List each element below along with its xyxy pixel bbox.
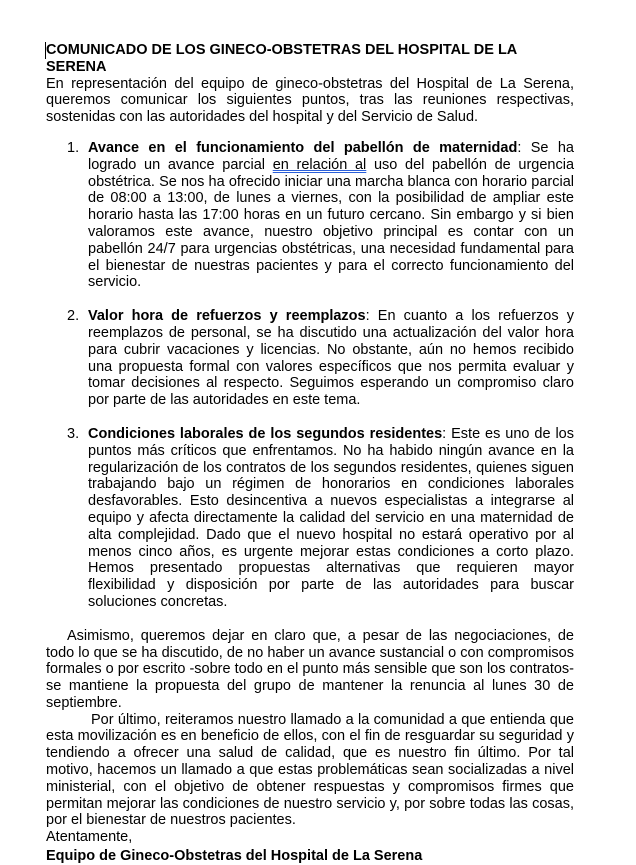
grammar-suggestion-underline[interactable]: en relación al xyxy=(272,156,367,173)
point-item-1 xyxy=(46,140,574,291)
point-number-1: 1. xyxy=(67,139,80,156)
point-text-3: : Este es uno de los puntos más críticos que enfrentamos. No ha habido ningún avance en la regularización de los contratos de los segundos residentes, quienes siguen trabajando bajo un régimen de honorarios en condiciones laborales desfavorables. Esto desincentiva a nuevos especialistas a integrarse al equipo y afecta directamente la calidad del servicio en una maternidad de alta complejidad. Dado que el nuevo hospital no estará operativo por al menos cinco años, es urgente mejorar estas condiciones a corto plazo. Hemos presentado propuestas alternativas que requieren mayor flexibilidad y disposición por parte de las autoridades para buscar soluciones concretas. xyxy=(88,425,574,610)
closing-paragraph-2: Por último, reiteramos nuestro llamado a la comunidad a que entienda que esta movilización es en beneficio de ellos, con el fin de resguardar su seguridad y tendiendo a ofrecer una salud de calidad, que es nuestro fin último. Por tal motivo, hacemos un llamado a que estas problemáticas sean socializadas a nivel ministerial, con el objetivo de obtener respuestas y compromisos firmes que permitan mejorar las condiciones de nuestro servicio y, por sobre todas las cosas, por el bienestar de nuestros pacientes. xyxy=(46,711,574,829)
document-title xyxy=(46,42,574,76)
point-title-1: Avance en el funcionamiento del pabellón de maternidad xyxy=(88,139,518,156)
signoff: Atentamente, xyxy=(46,829,133,846)
signature: Equipo de Gineco-Obstetras del Hospital de La Serena xyxy=(46,848,423,865)
point-number-2: 2. xyxy=(67,308,80,325)
document-title-text: COMUNICADO DE LOS GINECO-OBSTETRAS DEL HOSPITAL DE LA SERENA xyxy=(46,42,517,75)
point-number-3: 3. xyxy=(67,425,80,442)
point-text-2: : En cuanto a los refuerzos y reemplazos de personal, se ha discutido una actualización del valor hora para cubrir vacaciones y licencias. No obstante, aún no hemos recibido una propuesta formal con valores específicos que nos permita evaluar y tomar decisiones al respecto. Seguimos esperando un compromiso claro por parte de las autoridades en este tema. xyxy=(88,308,575,409)
points-list xyxy=(46,140,574,611)
closing-paragraph-1: Asimismo, queremos dejar en claro que, a pesar de las negociaciones, de todo lo que se ha discutido, de no haber un avance sustancial o con compromisos formales o por escrito -sobre todo en el punto más sensible que son los contratos- se mantiene la propuesta del grupo de mantener la renuncia al lunes 30 de septiembre. xyxy=(46,627,574,711)
text-cursor xyxy=(45,42,46,59)
document-page[interactable] xyxy=(46,42,574,865)
point-text-1b: uso del pabellón de urgencia obstétrica. Se nos ha ofrecido iniciar una marcha blanca con horario parcial de 08:00 a 13:00, de lunes a viernes, con la posibilidad de ampliar este horario hasta las 17:00 horas en un futuro cercano. Sin embargo y si bien valoramos este avance, nuestro objetivo principal es contar con un pabellón 24/7 para urgencias obstétricas, una necesidad fundamental para el bienestar de nuestras pacientes y para el correcto funcionamiento del servicio. xyxy=(88,156,575,291)
point-item-3 xyxy=(46,426,574,611)
point-title-3: Condiciones laborales de los segundos residentes xyxy=(88,425,443,442)
point-title-2: Valor hora de refuerzos y reemplazos xyxy=(88,308,366,325)
point-text-1a: : Se ha logrado un avance parcial xyxy=(88,139,574,173)
point-item-2 xyxy=(46,308,574,409)
intro-paragraph: En representación del equipo de gineco-obstetras del Hospital de La Serena, queremos comunicar los siguientes puntos, tras las reuniones respectivas, sostenidas con las autoridades del hospital y del Servicio de Salud. xyxy=(46,75,574,126)
